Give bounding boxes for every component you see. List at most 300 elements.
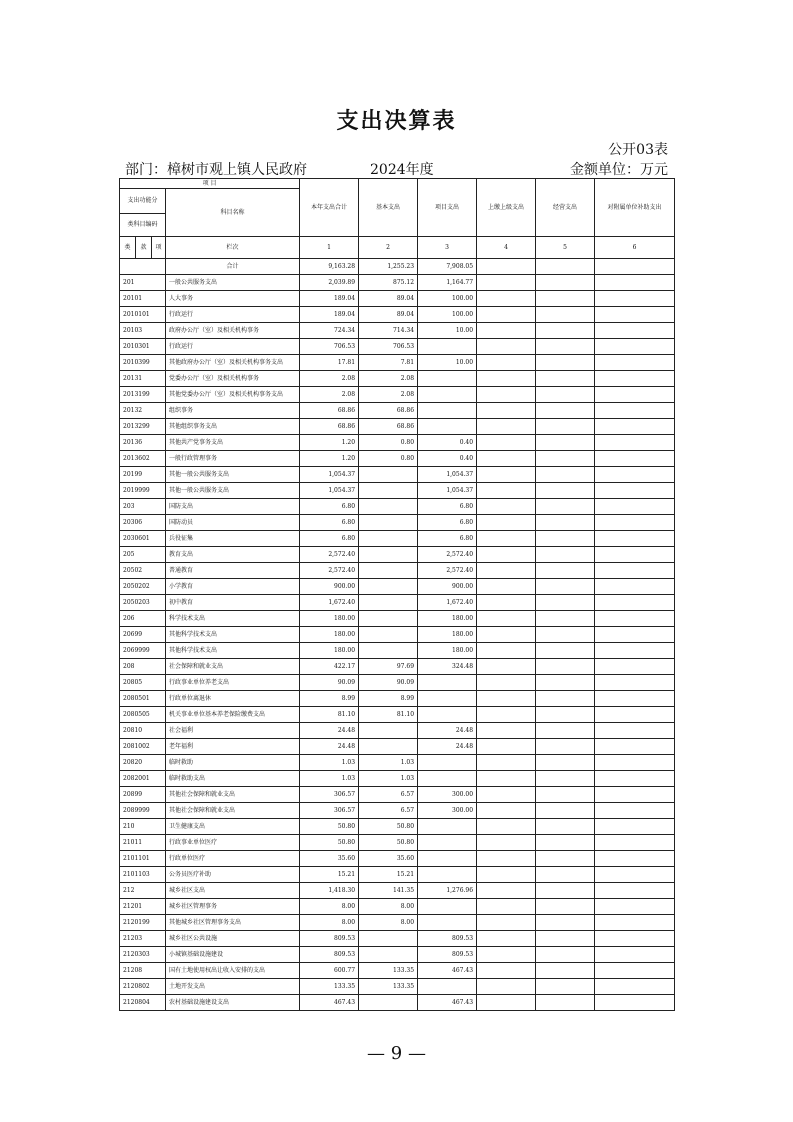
row-operating-expense <box>536 739 595 755</box>
row-remit-expense <box>477 691 536 707</box>
row-remit-expense <box>477 579 536 595</box>
row-operating-expense <box>536 579 595 595</box>
row-project-expense: 324.48 <box>418 659 477 675</box>
row-subsidiary-expense <box>595 739 675 755</box>
row-remit-expense <box>477 707 536 723</box>
table-row <box>120 419 675 435</box>
row-remit-expense <box>477 995 536 1011</box>
row-total-expense: 35.60 <box>300 851 359 867</box>
row-subsidiary-expense <box>595 291 675 307</box>
row-basic-expense: 50.80 <box>359 819 418 835</box>
row-operating-expense <box>536 675 595 691</box>
row-project-expense: 809.53 <box>418 931 477 947</box>
row-operating-expense <box>536 803 595 819</box>
report-meta <box>125 159 668 177</box>
row-code: 20101 <box>120 291 166 307</box>
row-operating-expense <box>536 467 595 483</box>
row-basic-expense <box>359 483 418 499</box>
row-project-expense: 0.40 <box>418 435 477 451</box>
row-remit-expense <box>477 723 536 739</box>
row-remit-expense <box>477 371 536 387</box>
row-operating-expense <box>536 403 595 419</box>
row-subsidiary-expense <box>595 915 675 931</box>
row-remit-expense <box>477 675 536 691</box>
row-total-expense: 1,054.37 <box>300 467 359 483</box>
row-subsidiary-expense <box>595 995 675 1011</box>
row-total-expense: 1.20 <box>300 435 359 451</box>
row-operating-expense <box>536 659 595 675</box>
row-project-expense: 180.00 <box>418 627 477 643</box>
row-code: 20306 <box>120 515 166 531</box>
row-subject-name: 行政单位医疗 <box>166 851 300 867</box>
row-total-expense: 8.99 <box>300 691 359 707</box>
table-row <box>120 723 675 739</box>
row-remit-expense <box>477 451 536 467</box>
row-basic-expense: 8.00 <box>359 899 418 915</box>
row-basic-expense: 6.57 <box>359 803 418 819</box>
row-basic-expense <box>359 595 418 611</box>
row-subsidiary-expense <box>595 627 675 643</box>
row-basic-expense <box>359 467 418 483</box>
row-basic-expense: 68.86 <box>359 419 418 435</box>
row-total-expense: 8.00 <box>300 899 359 915</box>
row-code: 20199 <box>120 467 166 483</box>
row-operating-expense <box>536 355 595 371</box>
table-row <box>120 451 675 467</box>
row-remit-expense <box>477 835 536 851</box>
table-row <box>120 659 675 675</box>
row-subject-name: 其他组织事务支出 <box>166 419 300 435</box>
row-code: 2010301 <box>120 339 166 355</box>
table-row <box>120 531 675 547</box>
table-row <box>120 387 675 403</box>
row-subsidiary-expense <box>595 515 675 531</box>
row-subsidiary-expense <box>595 723 675 739</box>
row-subsidiary-expense <box>595 499 675 515</box>
row-operating-expense <box>536 323 595 339</box>
row-basic-expense: 15.21 <box>359 867 418 883</box>
row-remit-expense <box>477 323 536 339</box>
row-remit-expense <box>477 931 536 947</box>
row-code: 20899 <box>120 787 166 803</box>
row-remit-expense <box>477 467 536 483</box>
row-total-expense: 50.80 <box>300 819 359 835</box>
row-subsidiary-expense <box>595 323 675 339</box>
row-subject-name: 其他政府办公厅（室）及相关机构事务支出 <box>166 355 300 371</box>
row-remit-expense <box>477 275 536 291</box>
row-project-expense: 1,672.40 <box>418 595 477 611</box>
row-remit-expense <box>477 403 536 419</box>
row-project-expense <box>418 387 477 403</box>
row-project-expense <box>418 371 477 387</box>
row-project-expense: 467.43 <box>418 963 477 979</box>
row-basic-expense: 8.00 <box>359 915 418 931</box>
row-remit-expense <box>477 595 536 611</box>
row-operating-expense <box>536 339 595 355</box>
row-basic-expense: 133.35 <box>359 979 418 995</box>
table-row <box>120 371 675 387</box>
row-remit-expense <box>477 547 536 563</box>
row-code: 2101101 <box>120 851 166 867</box>
row-remit-expense <box>477 915 536 931</box>
row-total-expense: 2,039.89 <box>300 275 359 291</box>
row-subject-name: 卫生健康支出 <box>166 819 300 835</box>
row-code: 205 <box>120 547 166 563</box>
table-row <box>120 899 675 915</box>
row-operating-expense <box>536 707 595 723</box>
row-basic-expense <box>359 931 418 947</box>
row-operating-expense <box>536 851 595 867</box>
row-subject-name: 公务员医疗补助 <box>166 867 300 883</box>
row-subsidiary-expense <box>595 483 675 499</box>
row-operating-expense <box>536 307 595 323</box>
row-code: 2089999 <box>120 803 166 819</box>
row-remit-expense <box>477 659 536 675</box>
row-subsidiary-expense <box>595 419 675 435</box>
table-row <box>120 979 675 995</box>
row-project-expense: 6.80 <box>418 515 477 531</box>
row-operating-expense <box>536 755 595 771</box>
row-remit-expense <box>477 483 536 499</box>
row-total-expense: 68.86 <box>300 419 359 435</box>
row-operating-expense <box>536 291 595 307</box>
row-subsidiary-expense <box>595 307 675 323</box>
row-basic-expense: 141.35 <box>359 883 418 899</box>
row-subsidiary-expense <box>595 275 675 291</box>
row-subject-name: 老年福利 <box>166 739 300 755</box>
row-total-expense: 2,572.40 <box>300 563 359 579</box>
row-total-expense: 1.20 <box>300 451 359 467</box>
row-subject-name: 其他共产党事务支出 <box>166 435 300 451</box>
row-code: 2120802 <box>120 979 166 995</box>
table-row <box>120 995 675 1011</box>
row-subject-name: 兵役征集 <box>166 531 300 547</box>
row-code: 201 <box>120 275 166 291</box>
row-subsidiary-expense <box>595 899 675 915</box>
row-remit-expense <box>477 819 536 835</box>
row-remit-expense <box>477 531 536 547</box>
row-project-expense: 24.48 <box>418 723 477 739</box>
row-remit-expense <box>477 307 536 323</box>
row-code: 2120804 <box>120 995 166 1011</box>
row-operating-expense <box>536 787 595 803</box>
row-remit-expense <box>477 803 536 819</box>
row-operating-expense <box>536 947 595 963</box>
row-basic-expense: 7.81 <box>359 355 418 371</box>
row-basic-expense: 0.80 <box>359 451 418 467</box>
row-operating-expense <box>536 611 595 627</box>
row-subsidiary-expense <box>595 467 675 483</box>
total-c2: 1,255.23 <box>359 259 418 275</box>
table-row <box>120 579 675 595</box>
row-operating-expense <box>536 515 595 531</box>
form-number: 公开03表 <box>608 142 668 158</box>
row-subject-name: 国防动员 <box>166 515 300 531</box>
row-project-expense: 1,276.96 <box>418 883 477 899</box>
row-total-expense: 81.10 <box>300 707 359 723</box>
row-operating-expense <box>536 915 595 931</box>
row-subject-name: 其他党委办公厅（室）及相关机构事务支出 <box>166 387 300 403</box>
row-basic-expense <box>359 547 418 563</box>
table-row <box>120 595 675 611</box>
row-total-expense: 8.00 <box>300 915 359 931</box>
table-row <box>120 483 675 499</box>
row-basic-expense: 2.08 <box>359 387 418 403</box>
row-basic-expense: 706.53 <box>359 339 418 355</box>
row-total-expense: 809.53 <box>300 947 359 963</box>
row-code: 2120303 <box>120 947 166 963</box>
row-operating-expense <box>536 387 595 403</box>
row-subject-name: 一般公共服务支出 <box>166 275 300 291</box>
row-basic-expense: 6.57 <box>359 787 418 803</box>
row-subject-name: 一般行政管理事务 <box>166 451 300 467</box>
row-subject-name: 国防支出 <box>166 499 300 515</box>
row-remit-expense <box>477 979 536 995</box>
row-operating-expense <box>536 819 595 835</box>
row-code: 2050202 <box>120 579 166 595</box>
row-code: 212 <box>120 883 166 899</box>
row-total-expense: 306.57 <box>300 803 359 819</box>
total-c3: 7,908.05 <box>418 259 477 275</box>
table-row <box>120 323 675 339</box>
row-basic-expense <box>359 515 418 531</box>
col-header-3: 项目支出 <box>418 179 477 237</box>
row-basic-expense <box>359 531 418 547</box>
col-header-1: 本年支出合计 <box>300 179 359 237</box>
row-total-expense: 467.43 <box>300 995 359 1011</box>
row-code: 20131 <box>120 371 166 387</box>
row-code: 21203 <box>120 931 166 947</box>
row-code: 2082001 <box>120 771 166 787</box>
table-row <box>120 499 675 515</box>
row-operating-expense <box>536 595 595 611</box>
row-subsidiary-expense <box>595 867 675 883</box>
year-label: 2024年度 <box>370 162 434 178</box>
row-operating-expense <box>536 867 595 883</box>
table-row <box>120 835 675 851</box>
row-operating-expense <box>536 643 595 659</box>
row-project-expense: 1,054.37 <box>418 483 477 499</box>
row-operating-expense <box>536 627 595 643</box>
row-code: 2069999 <box>120 643 166 659</box>
row-subject-name: 小学教育 <box>166 579 300 595</box>
row-remit-expense <box>477 291 536 307</box>
row-code: 21201 <box>120 899 166 915</box>
col-header-6: 对附属单位补助支出 <box>595 179 675 237</box>
row-operating-expense <box>536 963 595 979</box>
row-project-expense <box>418 771 477 787</box>
row-subsidiary-expense <box>595 931 675 947</box>
row-project-expense <box>418 403 477 419</box>
table-row <box>120 691 675 707</box>
row-project-expense: 180.00 <box>418 611 477 627</box>
col-number-4: 4 <box>477 237 536 259</box>
row-total-expense: 1.03 <box>300 755 359 771</box>
row-basic-expense <box>359 995 418 1011</box>
row-code: 21011 <box>120 835 166 851</box>
row-code: 21208 <box>120 963 166 979</box>
table-row <box>120 707 675 723</box>
row-subject-name: 其他科学技术支出 <box>166 627 300 643</box>
total-c6 <box>595 259 675 275</box>
row-remit-expense <box>477 851 536 867</box>
table-row <box>120 867 675 883</box>
row-total-expense: 24.48 <box>300 739 359 755</box>
row-total-expense: 189.04 <box>300 291 359 307</box>
row-total-expense: 180.00 <box>300 643 359 659</box>
row-code: 20103 <box>120 323 166 339</box>
row-project-expense: 809.53 <box>418 947 477 963</box>
table-row <box>120 915 675 931</box>
row-subject-name: 初中教育 <box>166 595 300 611</box>
row-operating-expense <box>536 771 595 787</box>
row-total-expense: 1,054.37 <box>300 483 359 499</box>
row-total-expense: 1,672.40 <box>300 595 359 611</box>
row-subsidiary-expense <box>595 707 675 723</box>
row-project-expense: 900.00 <box>418 579 477 595</box>
row-remit-expense <box>477 419 536 435</box>
row-basic-expense: 81.10 <box>359 707 418 723</box>
row-remit-expense <box>477 899 536 915</box>
row-project-expense: 24.48 <box>418 739 477 755</box>
row-remit-expense <box>477 739 536 755</box>
row-code: 20136 <box>120 435 166 451</box>
lei-header: 类 <box>120 237 136 259</box>
col-number-3: 3 <box>418 237 477 259</box>
row-code: 20810 <box>120 723 166 739</box>
table-row <box>120 675 675 691</box>
row-basic-expense: 2.08 <box>359 371 418 387</box>
col-number-1: 1 <box>300 237 359 259</box>
page-number: — 9 — <box>367 1043 426 1064</box>
row-basic-expense: 89.04 <box>359 307 418 323</box>
row-subject-name: 政府办公厅（室）及相关机构事务 <box>166 323 300 339</box>
table-row <box>120 931 675 947</box>
row-subject-name: 城乡社区公共设施 <box>166 931 300 947</box>
row-project-expense: 100.00 <box>418 291 477 307</box>
row-operating-expense <box>536 419 595 435</box>
row-project-expense <box>418 915 477 931</box>
row-project-expense: 1,054.37 <box>418 467 477 483</box>
row-subsidiary-expense <box>595 675 675 691</box>
row-basic-expense: 875.12 <box>359 275 418 291</box>
row-total-expense: 306.57 <box>300 787 359 803</box>
row-project-expense: 2,572.40 <box>418 563 477 579</box>
row-subsidiary-expense <box>595 851 675 867</box>
row-code: 2120199 <box>120 915 166 931</box>
table-row <box>120 291 675 307</box>
class-code-header: 类科目编码 <box>120 214 166 237</box>
row-operating-expense <box>536 531 595 547</box>
row-subject-name: 行政事业单位医疗 <box>166 835 300 851</box>
row-basic-expense <box>359 611 418 627</box>
row-operating-expense <box>536 835 595 851</box>
row-subject-name: 人大事务 <box>166 291 300 307</box>
department-label: 部门：樟树市观上镇人民政府 <box>125 162 307 178</box>
row-basic-expense <box>359 499 418 515</box>
row-subsidiary-expense <box>595 771 675 787</box>
expenditure-table <box>119 178 675 1011</box>
row-subject-name: 党委办公厅（室）及相关机构事务 <box>166 371 300 387</box>
row-remit-expense <box>477 387 536 403</box>
row-code: 2010101 <box>120 307 166 323</box>
row-operating-expense <box>536 499 595 515</box>
row-project-expense: 6.80 <box>418 531 477 547</box>
row-basic-expense <box>359 947 418 963</box>
unit-label: 金额单位：万元 <box>570 162 668 178</box>
total-label: 合计 <box>166 259 300 275</box>
row-project-expense <box>418 755 477 771</box>
table-row <box>120 355 675 371</box>
row-basic-expense <box>359 643 418 659</box>
row-project-expense <box>418 899 477 915</box>
row-remit-expense <box>477 339 536 355</box>
subject-name-header: 科目名称 <box>166 189 300 237</box>
row-subject-name: 普通教育 <box>166 563 300 579</box>
row-code: 2019999 <box>120 483 166 499</box>
row-subject-name: 城乡社区管理事务 <box>166 899 300 915</box>
row-total-expense: 724.34 <box>300 323 359 339</box>
row-code: 2010399 <box>120 355 166 371</box>
row-remit-expense <box>477 563 536 579</box>
row-code: 2101103 <box>120 867 166 883</box>
table-row <box>120 819 675 835</box>
row-total-expense: 133.35 <box>300 979 359 995</box>
row-remit-expense <box>477 947 536 963</box>
row-subject-name: 临时救助 <box>166 755 300 771</box>
row-code: 20502 <box>120 563 166 579</box>
row-project-expense: 467.43 <box>418 995 477 1011</box>
row-total-expense: 68.86 <box>300 403 359 419</box>
row-project-expense: 1,164.77 <box>418 275 477 291</box>
row-subject-name: 土地开发支出 <box>166 979 300 995</box>
row-code: 2013299 <box>120 419 166 435</box>
row-code: 2050203 <box>120 595 166 611</box>
row-code: 20805 <box>120 675 166 691</box>
row-basic-expense <box>359 627 418 643</box>
row-basic-expense <box>359 563 418 579</box>
col-number-5: 5 <box>536 237 595 259</box>
table-row <box>120 435 675 451</box>
row-subject-name: 教育支出 <box>166 547 300 563</box>
row-total-expense: 6.80 <box>300 499 359 515</box>
row-operating-expense <box>536 451 595 467</box>
row-subject-name: 科学技术支出 <box>166 611 300 627</box>
row-subject-name: 社会保障和就业支出 <box>166 659 300 675</box>
row-subsidiary-expense <box>595 963 675 979</box>
row-operating-expense <box>536 931 595 947</box>
row-basic-expense: 133.35 <box>359 963 418 979</box>
total-row <box>120 259 675 275</box>
row-total-expense: 706.53 <box>300 339 359 355</box>
row-subject-name: 城乡社区支出 <box>166 883 300 899</box>
row-subsidiary-expense <box>595 355 675 371</box>
row-operating-expense <box>536 979 595 995</box>
row-remit-expense <box>477 643 536 659</box>
row-total-expense: 422.17 <box>300 659 359 675</box>
row-subsidiary-expense <box>595 659 675 675</box>
row-project-expense: 180.00 <box>418 643 477 659</box>
row-subsidiary-expense <box>595 531 675 547</box>
row-subsidiary-expense <box>595 883 675 899</box>
col-number-2: 2 <box>359 237 418 259</box>
table-row <box>120 611 675 627</box>
table-row <box>120 563 675 579</box>
table-row <box>120 787 675 803</box>
row-code: 210 <box>120 819 166 835</box>
row-total-expense: 900.00 <box>300 579 359 595</box>
row-subsidiary-expense <box>595 579 675 595</box>
